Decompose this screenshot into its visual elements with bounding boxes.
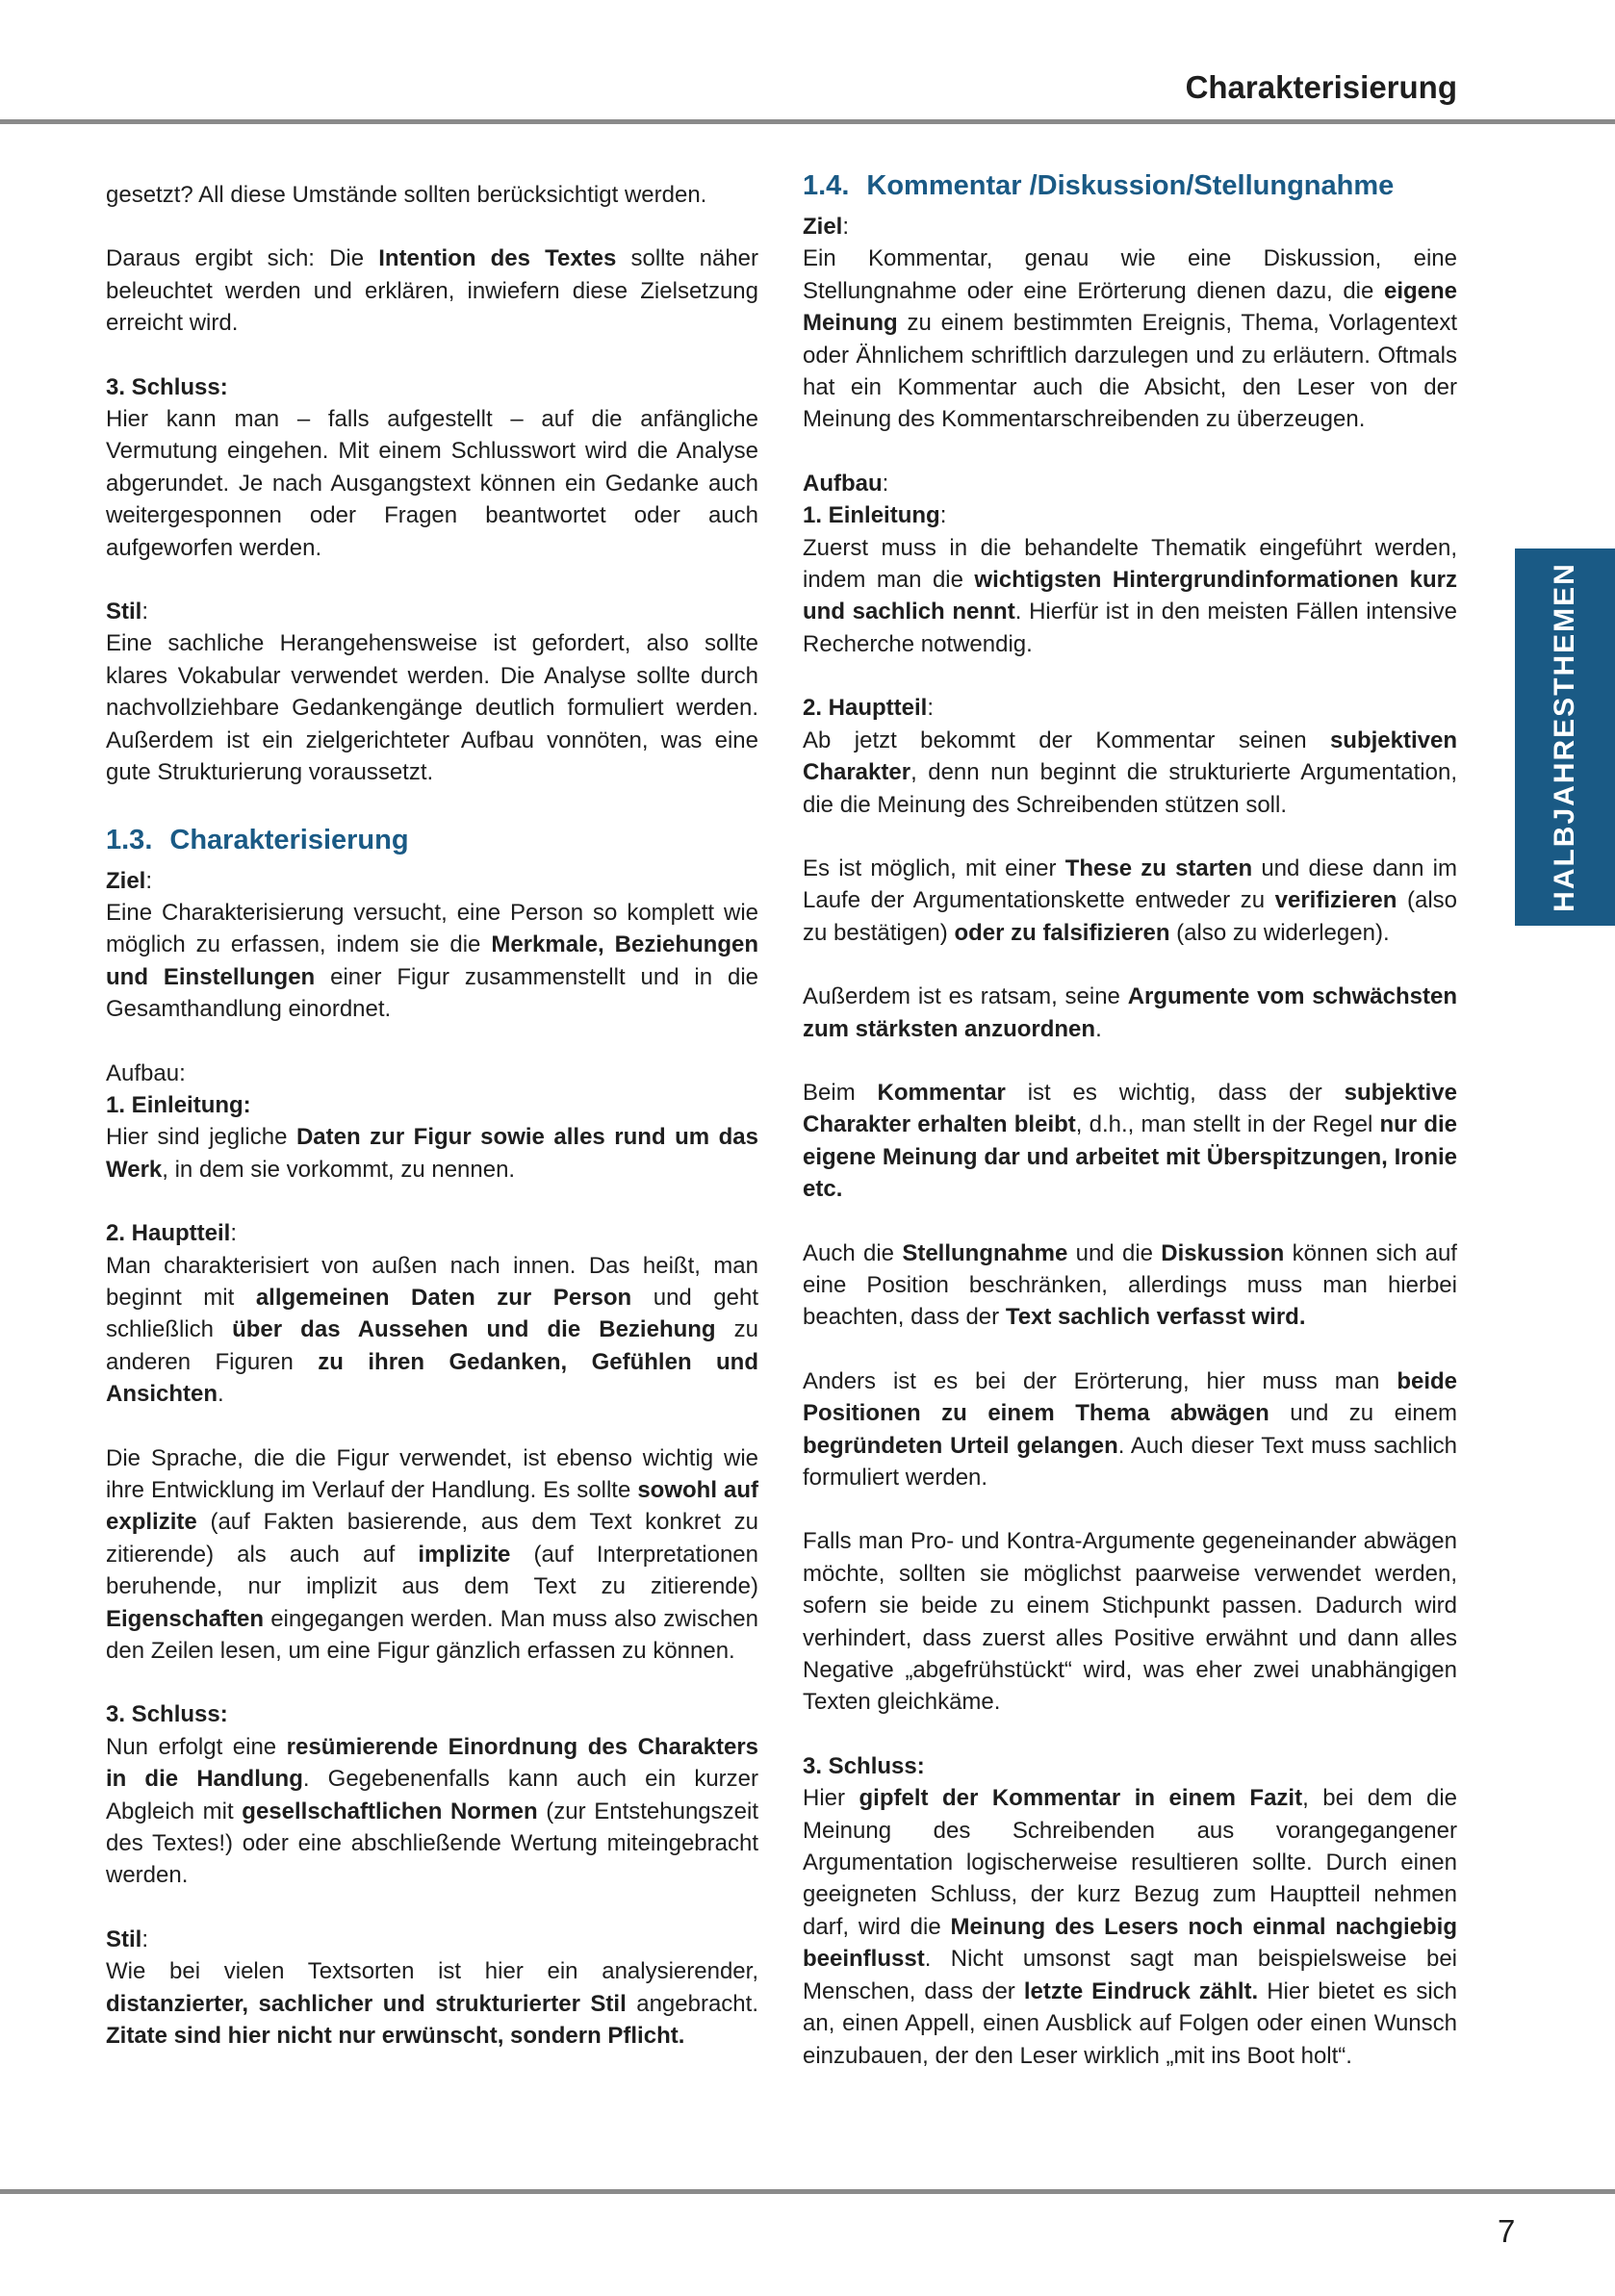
paragraph: Hier kann man – falls aufgestellt – auf die anfängliche Vermutung eingehen. Mit einem Schlusswort wird die Analyse abgerundet. Je nach Ausgangstext können ein Gedanke auch weitergesponnen oder Fragen beantwortet oder auch aufgeworfen werden. [106,406,758,561]
paragraph: Hier gipfelt der Kommentar in einem Fazit, bei dem die Meinung des Schreibenden aus vorangegangener Argumentation logischerweise resultieren sollte. Durch einen geeigneten Schluss, der kurz Bezug zum Hauptteil nehmen darf, wird die Meinung des Lesers noch einmal nachgiebig beeinflusst. Nicht umsonst sagt man beispielsweise bei Menschen, dass der letzte Eindruck zählt. Hier bietet es sich an, einen Appell, einen Ausblick auf Folgen oder einen Wunsch einzubauen, der den Leser wirklich „mit ins Boot holt“. [803,1785,1457,2069]
side-tab [1515,548,1615,926]
paragraph: gesetzt? All diese Umstände sollten berücksichtigt werden. [106,182,707,208]
section-heading-1-3: 1.3. Charakterisierung [106,824,409,855]
paragraph: Die Sprache, die die Figur verwendet, ist ebenso wichtig wie ihre Entwicklung im Verlauf der Handlung. Es sollte sowohl auf explizite (auf Fakten basierende, aus dem Text konkret zu zitierende) als auch auf implizite (auf Interpretationen beruhende, nur implizit aus dem Text zu zitierende) Eigenschaften eingegangen werden. Man muss also zwischen den Zeilen lesen, um eine Figur gänzlich erfassen zu können. [106,1444,759,1665]
paragraph: Eine sachliche Herangehensweise ist gefordert, also sollte klares Vokabular verwendet werden. Die Analyse sollte durch nachvollziehbare Gedankengänge deutlich formuliert werden. Außerdem ist ein zielgerichteter Aufbau vonnöten, was eine gute Strukturierung voraussetzt. [106,630,758,786]
paragraph: Beim Kommentar ist es wichtig, dass der subjektive Charakter erhalten bleibt, d.h., man stellt in der Regel nur die eigene Meinung dar und arbeitet mit Überspitzungen, Ironie etc. [803,1079,1457,1203]
paragraph: Eine Charakterisierung versucht, eine Person so komplett wie möglich zu erfassen, indem sie die Merkmale, Beziehungen und Einstellungen einer Figur zusammenstellt und in die Gesamthandlung einordnet. [106,899,759,1023]
hauptteil-heading: 2. Hauptteil: [106,1220,238,1247]
paragraph: Hier sind jegliche Daten zur Figur sowie alles rund um das Werk, in dem sie vorkommt, zu nennen. [106,1124,758,1183]
einleitung-heading: 1. Einleitung: [106,1091,251,1118]
schluss-heading: 3. Schluss: [106,1701,228,1728]
side-tab-label: HALBJAHRESTHEMEN [1549,562,1580,912]
paragraph: Es ist möglich, mit einer These zu starten und diese dann im Laufe der Argumentationskette entweder zu verifizieren (also zu bestätigen) oder zu falsifizieren (also zu widerlegen). [803,855,1458,946]
paragraph: Ein Kommentar, genau wie eine Diskussion, eine Stellungnahme oder eine Erörterung dienen dazu, die eigene Meinung zu einem bestimmten Ereignis, Thema, Vorlagentext oder Ähnlichem schriftlich darzulegen und zu erläutern. Oftmals hat ein Kommentar auch die Absicht, den Leser von der Meinung des Kommentarschreibenden zu überzeugen. [803,245,1457,433]
section-heading-1-4: 1.4. Kommentar /Diskussion/Stellungnahme [803,170,1395,201]
header-rule [0,119,1615,124]
paragraph: Ab jetzt bekommt der Kommentar seinen subjektiven Charakter, denn nun beginnt die strukturierte Argumentation, die die Meinung des Schreibenden stützen soll. [803,727,1457,818]
schluss-heading: 3. Schluss: [106,373,228,400]
running-header-title: Charakterisierung [1185,69,1457,105]
paragraph: Man charakterisiert von außen nach innen. Das heißt, man beginnt mit allgemeinen Daten zur Person und geht schließlich über das Aussehen und die Beziehung zu anderen Figuren zu ihren Gedanken, Gefühlen und Ansichten. [106,1252,759,1408]
left-column [106,179,758,2053]
hauptteil-heading: 2. Hauptteil: [803,695,935,722]
footer-rule [0,2189,1615,2194]
paragraph: Falls man Pro- und Kontra-Argumente gegeneinander abwägen möchte, sollten sie möglichst paarweise verwendet werden, sofern sie beide zu einem Stichpunkt passen. Dadurch wird verhindert, dass zuerst alles Positive erwähnt und dann alles Negative „abgefrühstückt“ wird, was eher zwei unabhängigen Texten gleichkäme. [803,1528,1457,1716]
paragraph: Auch die Stellungnahme und die Diskussion können sich auf eine Position beschränken, allerdings muss man hierbei beachten, dass der Text sachlich verfasst wird. [803,1239,1457,1331]
paragraph: Außerdem ist es ratsam, seine Argumente vom schwächsten zum stärksten anzuordnen. [803,983,1458,1042]
aufbau-heading: Aufbau: [803,470,889,497]
ziel-heading: Ziel: [106,867,153,894]
page-number: 7 [1498,2213,1516,2249]
aufbau-heading: Aufbau: [106,1059,186,1086]
paragraph: Zuerst muss in die behandelte Thematik eingeführt werden, indem man die wichtigsten Hintergrundinformationen kurz und sachlich nennt. Hierfür ist in den meisten Fällen intensive Recherche notwendig. [803,534,1458,657]
paragraph: Nun erfolgt eine resümierende Einordnung des Charakters in die Handlung. Gegebenenfalls kann auch ein kurzer Abgleich mit gesellschaftlichen Normen (zur Entstehungszeit des Textes!) oder eine abschließende Wertung miteingebracht werden. [106,1733,759,1889]
right-column [803,166,1457,2072]
stil-heading: Stil: [106,1926,149,1952]
schluss-heading: 3. Schluss: [803,1752,925,1779]
paragraph: Anders ist es bei der Erörterung, hier muss man beide Positionen zu einem Thema abwägen und zu einem begründeten Urteil gelangen. Auch dieser Text muss sachlich formuliert werden. [803,1367,1458,1491]
stil-heading: Stil: [106,599,149,625]
paragraph: Daraus ergibt sich: Die Intention des Textes sollte näher beleuchtet werden und erklären, inwiefern diese Zielsetzung erreicht wird. [106,245,759,337]
einleitung-heading: 1. Einleitung: [803,502,947,529]
ziel-heading: Ziel: [803,214,850,240]
paragraph: Wie bei vielen Textsorten ist hier ein analysierender, distanzierter, sachlicher und strukturierter Stil angebracht. Zitate sind hier nicht nur erwünscht, sondern Pflicht. [106,1958,758,2050]
